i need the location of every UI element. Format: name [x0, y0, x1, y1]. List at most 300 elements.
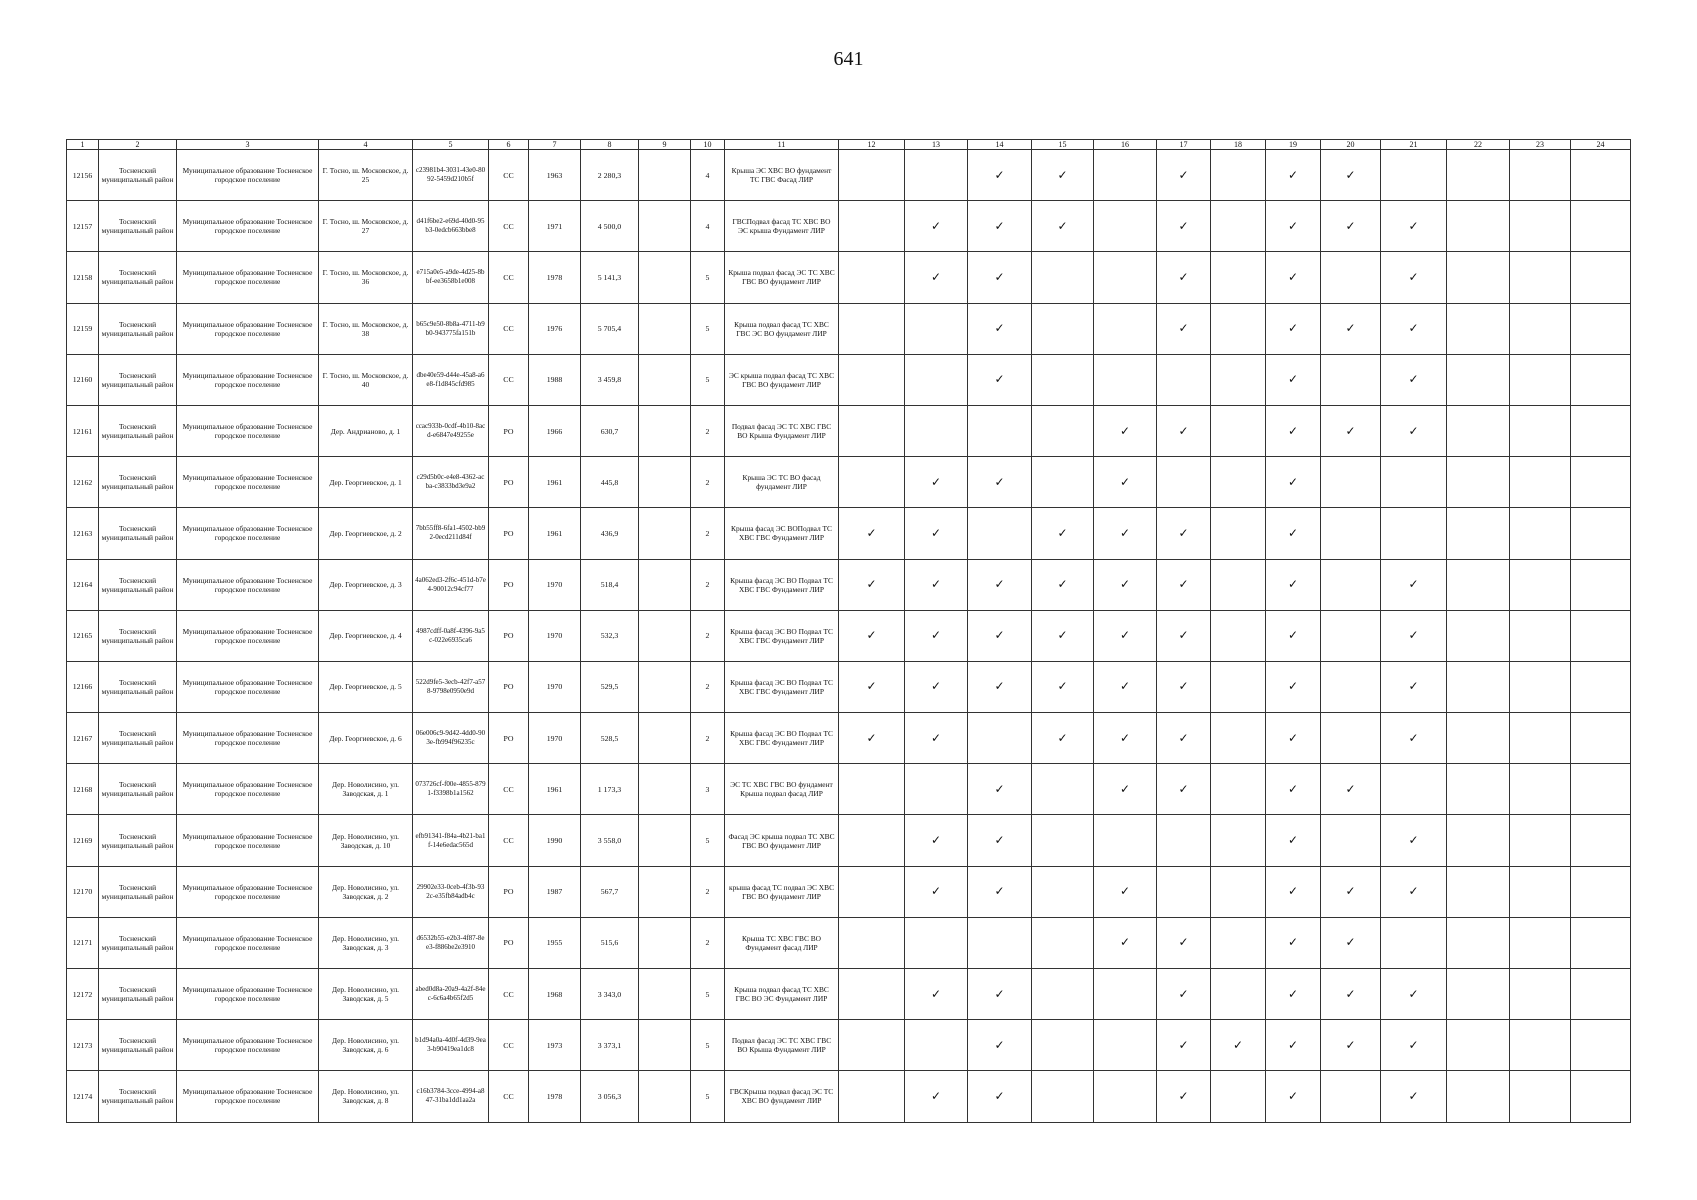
address-cell: Дер. Георгиевское, д. 6 — [319, 713, 413, 764]
area-cell: 630,7 — [581, 405, 639, 456]
column-9-cell — [639, 815, 691, 866]
area-cell: 528,5 — [581, 713, 639, 764]
year-cell: 1971 — [529, 201, 581, 252]
check-mark-icon: ✓ — [1381, 201, 1447, 252]
column-9-cell — [639, 764, 691, 815]
district-cell: Тосненский муниципальный район — [99, 252, 177, 303]
column-9-cell — [639, 610, 691, 661]
floors-cell: 5 — [691, 303, 725, 354]
check-mark-icon: ✓ — [1381, 303, 1447, 354]
empty-cell — [1211, 252, 1266, 303]
floors-cell: 2 — [691, 610, 725, 661]
check-mark-icon: ✓ — [1266, 405, 1321, 456]
empty-cell — [839, 969, 905, 1020]
district-cell: Тосненский муниципальный район — [99, 1071, 177, 1122]
empty-cell — [1447, 252, 1510, 303]
table-row — [67, 917, 1631, 968]
empty-cell — [839, 764, 905, 815]
year-cell: 1976 — [529, 303, 581, 354]
district-cell: Тосненский муниципальный район — [99, 866, 177, 917]
table-row — [67, 150, 1631, 201]
empty-cell — [1571, 457, 1631, 508]
column-number: 16 — [1094, 140, 1157, 150]
column-9-cell — [639, 457, 691, 508]
year-cell: 1978 — [529, 252, 581, 303]
empty-cell — [1447, 201, 1510, 252]
district-cell: Тосненский муниципальный район — [99, 559, 177, 610]
check-mark-icon: ✓ — [1032, 508, 1094, 559]
empty-cell — [1211, 610, 1266, 661]
empty-cell — [839, 405, 905, 456]
check-mark-icon: ✓ — [968, 866, 1032, 917]
column-number: 11 — [725, 140, 839, 150]
works-cell: крыша фасад ТС подвал ЭС ХВС ГВС ВО фундамент ЛИР — [725, 866, 839, 917]
column-9-cell — [639, 713, 691, 764]
check-mark-icon: ✓ — [1266, 150, 1321, 201]
table-row — [67, 764, 1631, 815]
works-cell: Крыша фасад ЭС ВО Подвал ТС ХВС ГВС Фундамент ЛИР — [725, 713, 839, 764]
works-cell: Крыша ЭС ТС ВО фасад фундамент ЛИР — [725, 457, 839, 508]
building-type-cell: СС — [489, 201, 529, 252]
empty-cell — [1447, 969, 1510, 1020]
empty-cell — [1447, 303, 1510, 354]
row-id: 12170 — [67, 866, 99, 917]
empty-cell — [1032, 866, 1094, 917]
table-row — [67, 354, 1631, 405]
column-9-cell — [639, 559, 691, 610]
empty-cell — [905, 303, 968, 354]
empty-cell — [1094, 1071, 1157, 1122]
empty-cell — [1211, 866, 1266, 917]
works-cell: Крыша подвал фасад ЭС ТС ХВС ГВС ВО фундамент ЛИР — [725, 252, 839, 303]
empty-cell — [1032, 969, 1094, 1020]
table-row — [67, 201, 1631, 252]
empty-cell — [1510, 354, 1571, 405]
empty-cell — [1510, 150, 1571, 201]
building-type-cell: СС — [489, 150, 529, 201]
address-cell: Дер. Новолисино, ул. Заводская, д. 1 — [319, 764, 413, 815]
area-cell: 567,7 — [581, 866, 639, 917]
empty-cell — [1571, 354, 1631, 405]
empty-cell — [1321, 252, 1381, 303]
empty-cell — [1510, 610, 1571, 661]
check-mark-icon: ✓ — [1266, 917, 1321, 968]
works-cell: Крыша подвал фасад ТС ХВС ГВС ЭС ВО фундамент ЛИР — [725, 303, 839, 354]
column-number: 22 — [1447, 140, 1510, 150]
check-mark-icon: ✓ — [1266, 661, 1321, 712]
check-mark-icon: ✓ — [1157, 917, 1211, 968]
check-mark-icon: ✓ — [1266, 303, 1321, 354]
district-cell: Тосненский муниципальный район — [99, 150, 177, 201]
empty-cell — [1032, 917, 1094, 968]
area-cell: 518,4 — [581, 559, 639, 610]
guid-cell: 29902e33-0ceb-4f3b-932c-e35fb84adb4c — [413, 866, 489, 917]
area-cell: 515,6 — [581, 917, 639, 968]
column-9-cell — [639, 917, 691, 968]
works-cell: Крыша фасад ЭС ВО Подвал ТС ХВС ГВС Фундамент ЛИР — [725, 559, 839, 610]
empty-cell — [1321, 457, 1381, 508]
district-cell: Тосненский муниципальный район — [99, 713, 177, 764]
column-number: 12 — [839, 140, 905, 150]
district-cell: Тосненский муниципальный район — [99, 354, 177, 405]
empty-cell — [1447, 1020, 1510, 1071]
check-mark-icon: ✓ — [839, 610, 905, 661]
table-row — [67, 661, 1631, 712]
check-mark-icon: ✓ — [1157, 252, 1211, 303]
works-cell: Крыша фасад ЭС ВО Подвал ТС ХВС ГВС Фундамент ЛИР — [725, 661, 839, 712]
check-mark-icon: ✓ — [1094, 405, 1157, 456]
building-type-cell: СС — [489, 303, 529, 354]
check-mark-icon: ✓ — [1032, 713, 1094, 764]
check-mark-icon: ✓ — [1381, 1020, 1447, 1071]
column-number: 6 — [489, 140, 529, 150]
check-mark-icon: ✓ — [968, 1020, 1032, 1071]
empty-cell — [1321, 1071, 1381, 1122]
empty-cell — [1321, 661, 1381, 712]
empty-cell — [1321, 354, 1381, 405]
building-type-cell: РО — [489, 661, 529, 712]
empty-cell — [1157, 457, 1211, 508]
column-number: 14 — [968, 140, 1032, 150]
check-mark-icon: ✓ — [905, 457, 968, 508]
address-cell: Дер. Георгиевское, д. 4 — [319, 610, 413, 661]
check-mark-icon: ✓ — [1094, 610, 1157, 661]
row-id: 12161 — [67, 405, 99, 456]
year-cell: 1955 — [529, 917, 581, 968]
column-9-cell — [639, 405, 691, 456]
table-body — [67, 150, 1631, 1123]
year-cell: 1970 — [529, 713, 581, 764]
district-cell: Тосненский муниципальный район — [99, 1020, 177, 1071]
column-number-row — [67, 140, 1631, 150]
empty-cell — [1447, 354, 1510, 405]
floors-cell: 2 — [691, 661, 725, 712]
column-9-cell — [639, 661, 691, 712]
empty-cell — [1447, 559, 1510, 610]
guid-cell: 7bb55ff8-6fa1-4502-bb92-0ecd211d84f — [413, 508, 489, 559]
area-cell: 436,9 — [581, 508, 639, 559]
column-9-cell — [639, 303, 691, 354]
check-mark-icon: ✓ — [1266, 764, 1321, 815]
area-cell: 5 705,4 — [581, 303, 639, 354]
empty-cell — [1510, 201, 1571, 252]
column-number: 2 — [99, 140, 177, 150]
empty-cell — [1211, 661, 1266, 712]
floors-cell: 2 — [691, 917, 725, 968]
check-mark-icon: ✓ — [839, 661, 905, 712]
works-cell: Крыша подвал фасад ТС ХВС ГВС ВО ЭС Фундамент ЛИР — [725, 969, 839, 1020]
empty-cell — [1094, 1020, 1157, 1071]
check-mark-icon: ✓ — [1157, 713, 1211, 764]
column-9-cell — [639, 1020, 691, 1071]
year-cell: 1987 — [529, 866, 581, 917]
guid-cell: 522d9fe5-3ecb-42f7-a578-9798e0950e9d — [413, 661, 489, 712]
works-cell: ЭС крыша подвал фасад ТС ХВС ГВС ВО фундамент ЛИР — [725, 354, 839, 405]
check-mark-icon: ✓ — [1381, 405, 1447, 456]
row-id: 12167 — [67, 713, 99, 764]
empty-cell — [839, 150, 905, 201]
check-mark-icon: ✓ — [968, 303, 1032, 354]
empty-cell — [1571, 559, 1631, 610]
check-mark-icon: ✓ — [968, 354, 1032, 405]
guid-cell: c29d5b0c-e4e8-4362-acba-c3833bd3e9a2 — [413, 457, 489, 508]
empty-cell — [1571, 252, 1631, 303]
check-mark-icon: ✓ — [839, 713, 905, 764]
empty-cell — [839, 303, 905, 354]
table-row — [67, 559, 1631, 610]
check-mark-icon: ✓ — [1266, 252, 1321, 303]
municipality-cell: Муниципальное образование Тосненское городское поселение — [177, 713, 319, 764]
row-id: 12162 — [67, 457, 99, 508]
empty-cell — [1321, 508, 1381, 559]
column-number: 20 — [1321, 140, 1381, 150]
row-id: 12156 — [67, 150, 99, 201]
column-number: 24 — [1571, 140, 1631, 150]
check-mark-icon: ✓ — [1266, 610, 1321, 661]
address-cell: Дер. Георгиевское, д. 2 — [319, 508, 413, 559]
column-9-cell — [639, 252, 691, 303]
check-mark-icon: ✓ — [1157, 508, 1211, 559]
check-mark-icon: ✓ — [1381, 354, 1447, 405]
check-mark-icon: ✓ — [905, 252, 968, 303]
empty-cell — [839, 457, 905, 508]
empty-cell — [1321, 610, 1381, 661]
housing-registry-table — [66, 139, 1631, 1123]
building-type-cell: РО — [489, 610, 529, 661]
empty-cell — [1094, 201, 1157, 252]
year-cell: 1966 — [529, 405, 581, 456]
empty-cell — [1447, 508, 1510, 559]
empty-cell — [1571, 405, 1631, 456]
empty-cell — [1510, 1020, 1571, 1071]
check-mark-icon: ✓ — [1381, 610, 1447, 661]
check-mark-icon: ✓ — [1157, 764, 1211, 815]
check-mark-icon: ✓ — [1032, 610, 1094, 661]
empty-cell — [1571, 764, 1631, 815]
check-mark-icon: ✓ — [905, 1071, 968, 1122]
empty-cell — [1510, 764, 1571, 815]
empty-cell — [1032, 252, 1094, 303]
check-mark-icon: ✓ — [968, 661, 1032, 712]
check-mark-icon: ✓ — [1266, 1071, 1321, 1122]
floors-cell: 5 — [691, 1020, 725, 1071]
area-cell: 3 459,8 — [581, 354, 639, 405]
check-mark-icon: ✓ — [1381, 713, 1447, 764]
guid-cell: b65c9e50-8b8a-4711-b9b0-943775fa151b — [413, 303, 489, 354]
empty-cell — [1157, 866, 1211, 917]
empty-cell — [1032, 815, 1094, 866]
check-mark-icon: ✓ — [968, 610, 1032, 661]
guid-cell: d41f6be2-e69d-40d0-95b3-0edcb663bbe8 — [413, 201, 489, 252]
area-cell: 532,3 — [581, 610, 639, 661]
municipality-cell: Муниципальное образование Тосненское городское поселение — [177, 1020, 319, 1071]
empty-cell — [1510, 661, 1571, 712]
empty-cell — [1571, 150, 1631, 201]
empty-cell — [1447, 815, 1510, 866]
check-mark-icon: ✓ — [968, 559, 1032, 610]
check-mark-icon: ✓ — [905, 610, 968, 661]
district-cell: Тосненский муниципальный район — [99, 508, 177, 559]
check-mark-icon: ✓ — [1157, 969, 1211, 1020]
guid-cell: 073726cf-f00e-4855-8791-f3398b1a1562 — [413, 764, 489, 815]
year-cell: 1963 — [529, 150, 581, 201]
empty-cell — [1510, 713, 1571, 764]
row-id: 12165 — [67, 610, 99, 661]
district-cell: Тосненский муниципальный район — [99, 201, 177, 252]
table-row — [67, 610, 1631, 661]
building-type-cell: СС — [489, 252, 529, 303]
building-type-cell: СС — [489, 969, 529, 1020]
empty-cell — [1447, 457, 1510, 508]
area-cell: 1 173,3 — [581, 764, 639, 815]
empty-cell — [905, 405, 968, 456]
empty-cell — [1571, 713, 1631, 764]
empty-cell — [1157, 815, 1211, 866]
building-type-cell: РО — [489, 559, 529, 610]
check-mark-icon: ✓ — [1266, 969, 1321, 1020]
check-mark-icon: ✓ — [968, 969, 1032, 1020]
works-cell: Крыша фасад ЭС ВОПодвал ТС ХВС ГВС Фундамент ЛИР — [725, 508, 839, 559]
address-cell: Дер. Новолисино, ул. Заводская, д. 10 — [319, 815, 413, 866]
year-cell: 1968 — [529, 969, 581, 1020]
floors-cell: 2 — [691, 559, 725, 610]
area-cell: 529,5 — [581, 661, 639, 712]
area-cell: 2 280,3 — [581, 150, 639, 201]
row-id: 12173 — [67, 1020, 99, 1071]
address-cell: Дер. Георгиевское, д. 3 — [319, 559, 413, 610]
empty-cell — [968, 713, 1032, 764]
empty-cell — [1510, 303, 1571, 354]
table-row — [67, 1020, 1631, 1071]
floors-cell: 2 — [691, 713, 725, 764]
row-id: 12174 — [67, 1071, 99, 1122]
check-mark-icon: ✓ — [1381, 866, 1447, 917]
check-mark-icon: ✓ — [1157, 1071, 1211, 1122]
check-mark-icon: ✓ — [1094, 457, 1157, 508]
column-number: 18 — [1211, 140, 1266, 150]
area-cell: 3 056,3 — [581, 1071, 639, 1122]
empty-cell — [1094, 354, 1157, 405]
empty-cell — [1510, 969, 1571, 1020]
check-mark-icon: ✓ — [1266, 1020, 1321, 1071]
works-cell: ГВСПодвал фасад ТС ХВС ВО ЭС крыша Фундамент ЛИР — [725, 201, 839, 252]
empty-cell — [1211, 559, 1266, 610]
empty-cell — [968, 917, 1032, 968]
check-mark-icon: ✓ — [1381, 815, 1447, 866]
empty-cell — [1571, 866, 1631, 917]
check-mark-icon: ✓ — [968, 457, 1032, 508]
check-mark-icon: ✓ — [905, 713, 968, 764]
check-mark-icon: ✓ — [1266, 354, 1321, 405]
guid-cell: 4a062ed3-2f6c-451d-b7e4-90012c94cf77 — [413, 559, 489, 610]
empty-cell — [1211, 815, 1266, 866]
address-cell: Г. Тосно, ш. Московское, д. 27 — [319, 201, 413, 252]
check-mark-icon: ✓ — [968, 764, 1032, 815]
municipality-cell: Муниципальное образование Тосненское городское поселение — [177, 661, 319, 712]
building-type-cell: РО — [489, 508, 529, 559]
check-mark-icon: ✓ — [1032, 201, 1094, 252]
empty-cell — [1571, 815, 1631, 866]
empty-cell — [1510, 1071, 1571, 1122]
building-type-cell: РО — [489, 457, 529, 508]
empty-cell — [1321, 713, 1381, 764]
check-mark-icon: ✓ — [1157, 303, 1211, 354]
year-cell: 1978 — [529, 1071, 581, 1122]
address-cell: Дер. Георгиевское, д. 5 — [319, 661, 413, 712]
works-cell: Подвал фасад ЭС ТС ХВС ГВС ВО Крыша Фундамент ЛИР — [725, 1020, 839, 1071]
address-cell: Г. Тосно, ш. Московское, д. 25 — [319, 150, 413, 201]
empty-cell — [1211, 354, 1266, 405]
check-mark-icon: ✓ — [1032, 661, 1094, 712]
column-9-cell — [639, 969, 691, 1020]
empty-cell — [1447, 764, 1510, 815]
table-row — [67, 252, 1631, 303]
guid-cell: efb91341-f84a-4b21-ba1f-14e6edac565d — [413, 815, 489, 866]
empty-cell — [1094, 252, 1157, 303]
empty-cell — [905, 150, 968, 201]
guid-cell: c23981b4-3031-43e0-8092-5459d210b5f — [413, 150, 489, 201]
check-mark-icon: ✓ — [1321, 969, 1381, 1020]
year-cell: 1961 — [529, 508, 581, 559]
address-cell: Дер. Новолисино, ул. Заводская, д. 3 — [319, 917, 413, 968]
row-id: 12168 — [67, 764, 99, 815]
floors-cell: 5 — [691, 252, 725, 303]
empty-cell — [968, 508, 1032, 559]
empty-cell — [839, 1071, 905, 1122]
column-number: 13 — [905, 140, 968, 150]
column-number: 3 — [177, 140, 319, 150]
works-cell: Крыша фасад ЭС ВО Подвал ТС ХВС ГВС Фундамент ЛИР — [725, 610, 839, 661]
column-9-cell — [639, 1071, 691, 1122]
building-type-cell: РО — [489, 405, 529, 456]
empty-cell — [1032, 1020, 1094, 1071]
empty-cell — [1447, 866, 1510, 917]
row-id: 12160 — [67, 354, 99, 405]
empty-cell — [1447, 610, 1510, 661]
column-9-cell — [639, 150, 691, 201]
building-type-cell: СС — [489, 1020, 529, 1071]
works-cell: Крыша ТС ХВС ГВС ВО Фундамент фасад ЛИР — [725, 917, 839, 968]
table-row — [67, 713, 1631, 764]
check-mark-icon: ✓ — [1094, 866, 1157, 917]
table-row — [67, 405, 1631, 456]
empty-cell — [1510, 405, 1571, 456]
check-mark-icon: ✓ — [1381, 969, 1447, 1020]
guid-cell: abed0d8a-20a9-4a2f-84ec-6c6a4b65f2d5 — [413, 969, 489, 1020]
empty-cell — [839, 815, 905, 866]
check-mark-icon: ✓ — [1266, 457, 1321, 508]
building-type-cell: СС — [489, 764, 529, 815]
municipality-cell: Муниципальное образование Тосненское городское поселение — [177, 201, 319, 252]
empty-cell — [1571, 610, 1631, 661]
column-number: 10 — [691, 140, 725, 150]
floors-cell: 5 — [691, 815, 725, 866]
floors-cell: 4 — [691, 150, 725, 201]
check-mark-icon: ✓ — [1321, 405, 1381, 456]
empty-cell — [839, 866, 905, 917]
empty-cell — [1510, 508, 1571, 559]
empty-cell — [1381, 508, 1447, 559]
municipality-cell: Муниципальное образование Тосненское городское поселение — [177, 303, 319, 354]
empty-cell — [1094, 815, 1157, 866]
empty-cell — [839, 917, 905, 968]
municipality-cell: Муниципальное образование Тосненское городское поселение — [177, 1071, 319, 1122]
empty-cell — [839, 1020, 905, 1071]
works-cell: Подвал фасад ЭС ТС ХВС ГВС ВО Крыша Фундамент ЛИР — [725, 405, 839, 456]
check-mark-icon: ✓ — [1381, 252, 1447, 303]
empty-cell — [1571, 661, 1631, 712]
check-mark-icon: ✓ — [1094, 559, 1157, 610]
